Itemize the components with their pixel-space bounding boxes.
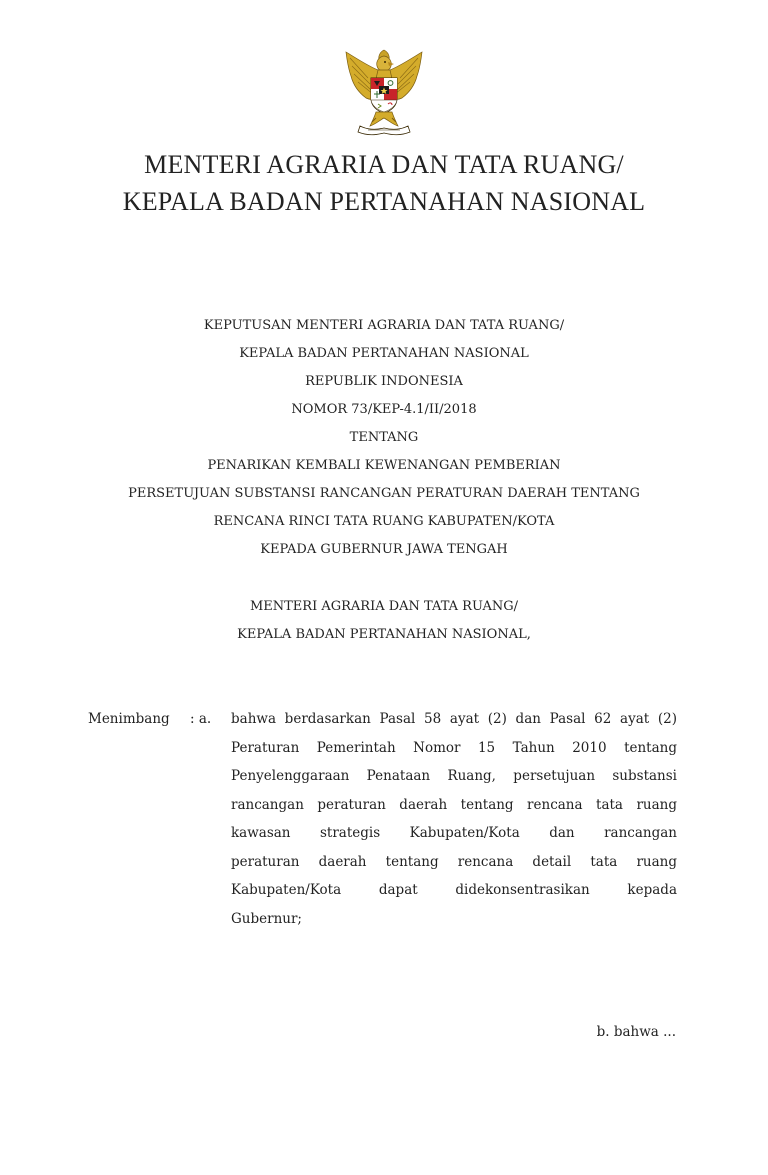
- decree-number: NOMOR 73/KEP-4.1/II/2018: [291, 402, 477, 417]
- considering-text-line: peraturan daerah tentang rencana detail tata ruang: [231, 853, 677, 870]
- decree-title-line: KEPALA BADAN PERTANAHAN NASIONAL: [239, 346, 529, 361]
- considering-label: Menimbang: [88, 711, 170, 727]
- considering-text-line: Kabupaten/Kota dapat didekonsentrasikan kepada: [231, 882, 677, 898]
- considering-text-line: rancangan peraturan daerah tentang rencana tata ruang: [231, 796, 677, 813]
- considering-text-line: kawasan strategis Kabupaten/Kota dan rancangan: [231, 825, 677, 841]
- decree-title-line: KEPUTUSAN MENTERI AGRARIA DAN TATA RUANG/: [203, 318, 565, 333]
- signatory-line-2: KEPALA BADAN PERTANAHAN NASIONAL,: [237, 627, 531, 642]
- decree-subject-line: PENARIKAN KEMBALI KEWENANGAN PEMBERIAN: [207, 458, 561, 473]
- decree-subject-line: PERSETUJUAN SUBSTANSI RANCANGAN PERATURAN DAERAH TENTANG: [128, 486, 640, 501]
- considering-text-line: Penyelenggaraan Penataan Ruang, persetujuan substansi: [231, 768, 677, 784]
- signatory-line-1: MENTERI AGRARIA DAN TATA RUANG/: [249, 599, 519, 614]
- decree-about-label: TENTANG: [349, 430, 419, 445]
- decree-subject-line: KEPADA GUBERNUR JAWA TENGAH: [260, 542, 508, 557]
- considering-item-marker: : a.: [190, 711, 212, 727]
- decree-subject-line: RENCANA RINCI TATA RUANG KABUPATEN/KOTA: [213, 514, 555, 529]
- garuda-emblem-icon: [338, 48, 430, 138]
- considering-text-line: Peraturan Pemerintah Nomor 15 Tahun 2010 tentang: [231, 739, 677, 756]
- ministry-title-line-1: MENTERI AGRARIA DAN TATA RUANG/: [144, 150, 624, 179]
- ministry-title-line-2: KEPALA BADAN PERTANAHAN NASIONAL: [122, 187, 646, 216]
- considering-text-line: Gubernur;: [231, 910, 302, 927]
- page-continuation: b. bahwa ...: [596, 1024, 676, 1040]
- considering-text-line: bahwa berdasarkan Pasal 58 ayat (2) dan Pasal 62 ayat (2): [231, 711, 677, 727]
- decree-title-line: REPUBLIK INDONESIA: [305, 374, 463, 389]
